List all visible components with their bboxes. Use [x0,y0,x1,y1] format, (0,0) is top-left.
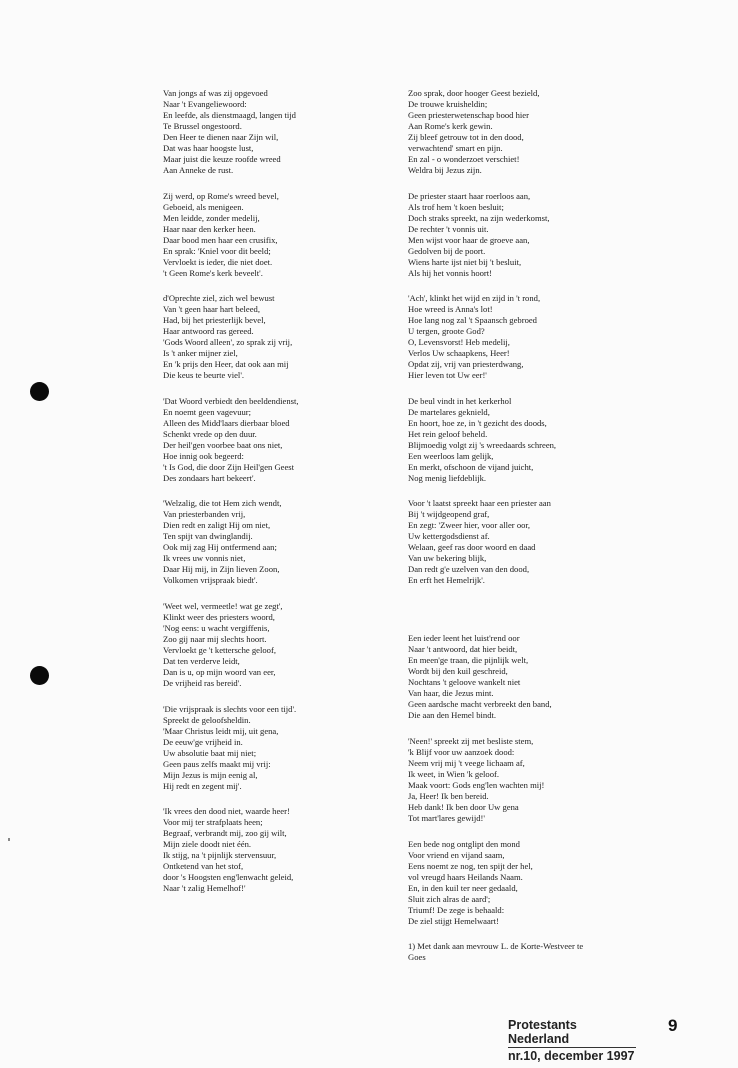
poem-line: Naar 't antwoord, dat hier beidt, [408,644,518,655]
poem-line: Als hij het vonnis hoort! [408,267,493,278]
poem-line: Maar juist die keuze roofde wreed [163,154,281,164]
poem-line: De vrijheid ras bereid'. [163,677,242,688]
scan-mark [8,838,10,841]
poem-line: 'Nog eens: u wacht vergiffenis, [163,622,270,633]
poem-line: Van jongs af was zij opgevoed [163,88,268,98]
stanza [163,704,403,792]
poem-line: Ik vrees uw vonnis niet, [163,553,246,564]
magazine-title: Protestants Nederland [508,1018,636,1048]
poem-line: De eeuw'ge vrijheid in. [163,736,243,747]
poem-line: De beul vindt in het kerkerhol [408,395,512,406]
poem-line: Der heil'gen voorbee baat ons niet, [163,439,283,450]
poem-line: En leefde, als dienstmaagd, langen tijd [163,110,296,120]
issue-label: nr.10, december 1997 [508,1049,635,1063]
poem-line: Zoo gij naar mij slechts hoort. [163,633,267,644]
poem-line: Neem vrij mij 't veege lichaam af, [408,757,525,768]
poem-line: En 'k prijs den Heer, dat ook aan mij [163,359,289,370]
stanza [163,88,403,176]
stanza [408,293,648,381]
poem-line: Mijn Jezus is mijn eenig al, [163,769,258,780]
poem-line: Aan Anneke de rust. [163,165,234,175]
poem-line: Van uw bekering blijk, [408,553,487,564]
poem-line: Bij 't wijdgeopend graf, [408,509,490,520]
poem-line: Naar 't zalig Hemelhof!' [163,883,246,894]
poem-line: De trouwe kruisheldin; [408,99,488,109]
poem-line: Blijmoedig volgt zij 's wreedaards schreen, [408,439,557,450]
poem-line: O, Levensvorst! Heb medelij, [408,337,510,348]
poem-line: Tot mart'lares gewijd!' [408,812,485,823]
poem-line: Geen aardsche macht verbreekt den band, [408,699,552,710]
poem-line: Opdat zij, vrij van priesterdwang, [408,359,524,370]
poem-line: Uw kettergodsdienst af. [408,531,490,542]
binder-hole-bottom [30,666,49,685]
stanza [163,601,403,689]
poem-line: Een ieder leent het luist'rend oor [408,633,520,644]
poem-column-left [163,88,403,909]
page-number: 9 [668,1016,678,1035]
poem-line: Heb dank! Ik ben door Uw gena [408,801,519,812]
poem-line: Eens noemt ze nog, ten spijt der hel, [408,860,533,871]
poem-line: Ja, Heer! Ik ben bereid. [408,790,489,801]
poem-line: 'Ach', klinkt het wijd en zijd in 't rond, [408,293,541,304]
poem-line: 'Die vrijspraak is slechts voor een tijd'. [163,703,297,714]
poem-line: Zij werd, op Rome's wreed bevel, [163,190,279,201]
poem-line: 'Ik vrees den dood niet, waarde heer! [163,806,290,817]
stanza [408,191,648,279]
poem-line: Klinkt weer des priesters woord, [163,611,275,622]
poem-line: 'Weet wel, vermeetle! wat ge zegt', [163,600,283,611]
poem-line: Die aan den Hemel bindt. [408,710,497,721]
poem-line: 't Is God, die door Zijn Heil'gen Geest [163,461,295,472]
poem-line: Ten spijt van dwinglandij. [163,531,253,542]
poem-line: Dan is u, op mijn woord van eer, [163,666,276,677]
poem-line: Ontketend van het stof, [163,861,244,872]
poem-line: U tergen, groote God? [408,326,485,337]
poem-line: Geen priesterwetenschap bood hier [408,110,529,120]
poem-line: En meen'ge traan, die pijnlijk welt, [408,655,529,666]
poem-line: vol vreugd haars Heilands Naam. [408,871,523,882]
poem-line: 'Neen!' spreekt zij met besliste stem, [408,735,534,746]
poem-line: Naar 't Evangeliewoord: [163,99,247,109]
poem-line: Hij redt en zegent mij'. [163,780,242,791]
poem-line: 't Geen Rome's kerk beveelt'. [163,267,263,278]
poem-line: 'k Blijf voor uw aanzoek dood: [408,746,515,757]
poem-line: Men wijst voor haar de groeve aan, [408,234,530,245]
poem-line: Een bede nog ontglipt den mond [408,838,520,849]
poem-line: verwachtend' smart en pijn. [408,143,503,153]
stanza [408,839,648,927]
stanza [408,396,648,484]
poem-line: En sprak: 'Kniel voor dit beeld; [163,245,271,256]
poem-line: Dat ten verderve leidt, [163,655,240,666]
poem-line: Aan Rome's kerk gewin. [408,121,493,131]
poem-line: Alleen des Midd'laars dierbaar bloed [163,417,290,428]
stanza [163,191,403,279]
magazine-footer [508,1018,636,1063]
poem-line: Ook mij zag Hij ontfermend aan; [163,542,277,553]
poem-line: Doch straks spreekt, na zijn wederkomst, [408,212,550,223]
poem-line: Men leidde, zonder medelij, [163,212,260,223]
poem-line: Gedolven bij de poort. [408,245,486,256]
poem-line: Van priesterbanden vrij, [163,509,246,520]
poem-line: Voor vriend en vijand saam, [408,849,505,860]
stanza [163,396,403,484]
poem-line: Den Heer te dienen naar Zijn wil, [163,132,279,142]
poem-line: Van 't geen haar hart beleed, [163,304,260,315]
poem-line: De priester staart haar roerloos aan, [408,190,531,201]
poem-line: Triumf! De zege is behaald: [408,904,505,915]
poem-line: Welaan, geef ras door woord en daad [408,542,536,553]
poem-line: 'Dat Woord verbiedt den beeldendienst, [163,395,299,406]
poem-line: Dan redt g'e uzelven van den dood, [408,564,530,575]
poem-line: En zegt: 'Zweer hier, voor aller oor, [408,520,531,531]
poem-line: Nochtans 't geloove wankelt niet [408,677,521,688]
poem-line: Verlos Uw schaapkens, Heer! [408,348,510,359]
poem-line: En noemt geen vagevuur; [163,406,252,417]
poem-line: 'Maar Christus leidt mij, uit gena, [163,725,279,736]
poem-line: En zal - o wonderzoet verschiet! [408,154,520,164]
poem-line: Daar Hij mij, in Zijn lieven Zoon, [163,564,280,575]
poem-line: Sluit zich alras de aard'; [408,893,491,904]
poem-line: De ziel stijgt Hemelwaart! [408,915,499,926]
stanza [408,498,648,586]
poem-line: Geboeid, als menigeen. [163,201,244,212]
poem-line: Hier leven tot Uw eer!' [408,370,487,381]
poem-line: Vervloekt is ieder, die niet doet. [163,256,273,267]
poem-line: Het rein geloof beheld. [408,428,488,439]
poem-line: Hoe lang nog zal 't Spaansch gebroed [408,315,537,326]
poem-line: door 's Hoogsten eng'lenwacht geleid, [163,872,294,883]
poem-line: 'Welzalig, die tot Hem zich wendt, [163,498,282,509]
poem-line: Volkomen vrijspraak biedt'. [163,575,258,586]
footnote [408,941,648,963]
poem-line: Maak voort: Gods eng'len wachten mij! [408,779,545,790]
poem-line: 'Gods Woord alleen', zo sprak zij vrij, [163,337,293,348]
poem-line: En merkt, ofschoon de vijand juicht, [408,461,534,472]
poem-line: Ik weet, in Wien 'k geloof. [408,768,500,779]
poem-line: Mijn ziele doodt niet één. [163,839,252,850]
poem-line: En hoort, hoe ze, in 't gezicht des doods, [408,417,547,428]
poem-line: En erft het Hemelrijk'. [408,575,485,586]
poem-column-right [408,88,648,963]
poem-line: Die keus te beurte viel'. [163,370,245,381]
poem-line: Geen paus zelfs maakt mij vrij: [163,758,271,769]
footnote-line: 1) Met dank aan mevrouw L. de Korte-Westveer te [408,941,584,952]
poem-line: Dien redt en zaligt Hij om niet, [163,520,271,531]
poem-line: Voor 't laatst spreekt haar een priester aan [408,498,551,509]
poem-line: d'Oprechte ziel, zich wel bewust [163,293,275,304]
poem-line: Is 't anker mijner ziel, [163,348,238,359]
poem-line: De martelares geknield, [408,406,490,417]
poem-line: Daar bood men haar een crusifix, [163,234,278,245]
poem-line: Zoo sprak, door hooger Geest bezield, [408,88,540,98]
poem-line: Wordt bij den kuil geschreid, [408,666,508,677]
poem-line: Hoe innig ook begeerd: [163,450,244,461]
poem-line: De rechter 't vonnis uit. [408,223,489,234]
poem-line: Des zondaars hart bekeert'. [163,472,256,483]
poem-line: Begraaf, verbrandt mij, zoo gij wilt, [163,828,287,839]
footnote-line: Goes [408,952,426,963]
poem-line: Als trof hem 't koen besluit; [408,201,504,212]
poem-line: Nog menig liefdeblijk. [408,472,487,483]
poem-line: Ik stijg, na 't pijnlijk stervensuur, [163,850,277,861]
poem-line: Van haar, die Jezus mint. [408,688,494,699]
stanza [408,88,648,176]
poem-line: Hoe wreed is Anna's lot! [408,304,493,315]
poem-line: Een weerloos lam gelijk, [408,450,494,461]
poem-line: Haar antwoord ras gereed. [163,326,254,337]
poem-line: Dat was haar hoogste lust, [163,143,254,153]
poem-line: Spreekt de geloofsheldin. [163,714,251,725]
poem-line: Wiens harte ijst niet bij 't besluit, [408,256,522,267]
poem-line: Haar naar den kerker heen. [163,223,256,234]
stanza [408,736,648,824]
stanza [163,293,403,381]
stanza [408,633,648,721]
poem-line: Voor mij ter strafplaats heen; [163,817,263,828]
poem-line: Vervloekt ge 't kettersche geloof, [163,644,276,655]
poem-line: Zij bleef getrouw tot in den dood, [408,132,524,142]
poem-line: Te Brussel ongestoord. [163,121,242,131]
poem-line: Schenkt vrede op den duur. [163,428,257,439]
poem-line: Uw absolutie baat mij niet; [163,747,257,758]
poem-line: En, in den kuil ter neer gedaald, [408,882,518,893]
poem-line: Weldra bij Jezus zijn. [408,165,482,175]
stanza [163,498,403,586]
binder-hole-top [30,382,49,401]
stanza [163,806,403,894]
poem-line: Had, bij het priesterlijk bevel, [163,315,266,326]
